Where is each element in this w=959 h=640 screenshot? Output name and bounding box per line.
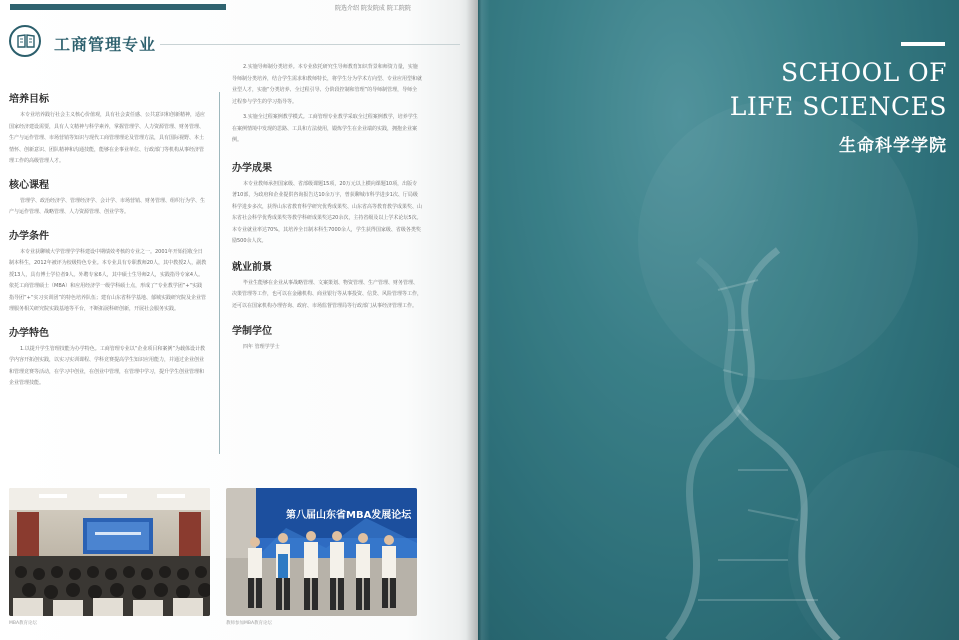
right-column bbox=[232, 62, 422, 354]
accent-line bbox=[901, 42, 945, 46]
section-text: 本专业培养践行社会主义核心价值观，具有社会责任感、公共意识和创新精神，适应国家经济建设需要，具有人文精神与科学素养，掌握管理学、人力资源管理、财务管理、生产与运作管理、市场营销等知识与现代工商管理理论及管理方法，具有国际视野、本土情怀、创新意识、团队精神和沟通技能，能够在企事业单位、行政部门等机构从事经济管理工作的高级管理人才。 bbox=[9, 112, 206, 164]
column-divider bbox=[219, 92, 220, 454]
banner-text: 第八届山东省MBA发展论坛 bbox=[286, 510, 412, 521]
section-text: 毕业生能够在企业从事战略管理、文案策划、物资管理、生产管理、财务管理、决策管理等工作，也可以在金融机构、商业银行等从事投资、信贷、风险管理等工作，还可以在国家机构办理咨询、政府、市场监督管理局等行政部门从事经济管理工作。 bbox=[232, 279, 423, 309]
section-achievements bbox=[232, 159, 422, 248]
section-text: 本专业教师承担国家级、省部级课题15项，20万元以上横向课题10项，出版专著10部，为政府和企业提供咨询报告达10余万字，曾获聊城市科学进步1次、厅局级科学进步多次，获得山东省教育科学研究优秀成果奖、山东省高等教育教学成果奖、山东省社会科学优秀成果奖等教学科研成果奖达20余次，主持省级及以上学术论坛5次。本专业就业率达70%，其培养全日制本科生7000余人，学生获得国家级、省级各类奖励500余人次。 bbox=[232, 180, 423, 244]
header-note: 院选介绍 院发院成 院工院院 bbox=[335, 5, 411, 12]
section-features bbox=[9, 324, 207, 390]
photo-group bbox=[226, 488, 417, 616]
photo-caption: 教师参加MBA教育论坛 bbox=[226, 621, 273, 626]
section-heading: 学制学位 bbox=[232, 326, 272, 337]
page-title: 工商管理专业 bbox=[54, 35, 157, 54]
section-heading: 办学成果 bbox=[232, 162, 272, 174]
section-career bbox=[232, 258, 422, 313]
photo-lecture-hall bbox=[9, 488, 210, 616]
school-name-line1: SCHOOL OF bbox=[781, 58, 947, 87]
section-heading: 核心课程 bbox=[9, 179, 49, 191]
book-gutter-shadow bbox=[466, 0, 490, 640]
section-heading: 就业前景 bbox=[232, 261, 272, 273]
section-heading: 办学特色 bbox=[9, 327, 49, 339]
left-column bbox=[9, 90, 207, 390]
right-page-cover bbox=[478, 0, 959, 640]
section-text: 本专业获聊城大学管理学学科建设中期绩效考核的专业之一。2001年开始招收全日制本科生，2012年被评为校级特色专业。本专业具有专职教师20人，其中教授2人，副教授13人，具有博士学位者9人。外聘专家6人，其中硕士生导师2人，实践指导专家4人。依托工商管理硕士（MBA）和应用经济学一级学科硕士点，形成了“专业教学团”+“实践指导团”+“实习实训团”的特色培养队伍；建有山东省科学基地、郁城实践研究院及企业管理服务相关研究院实践基地等平台，不断拓展科研创新，开展社会服务实践。 bbox=[9, 248, 207, 312]
section-core-courses bbox=[9, 176, 207, 219]
top-accent-bar bbox=[10, 4, 226, 10]
book-icon bbox=[9, 25, 41, 57]
section-text: 3.实施全过程案例教学模式。工商管理专业教学采取全过程案例教学，培养学生在案例情境中发现的思路、工具和方法使用，锻炼学生在企业端的实践，拥抱企业案例。 bbox=[232, 114, 418, 143]
section-text: 1.以提升学生管理技能为办学特色。工商管理专业以“企业项目和案例”为载体设计教学内容开拓创实践，以实习实训课程、学科竞赛提高学生知识应用能力，并通过企业创业和管理竞赛等活动，在学习中创业，在创业中管理，在管理中学习，提升学生创业管理和企业管理技能。 bbox=[9, 345, 205, 386]
left-page bbox=[0, 0, 478, 640]
section-heading: 培养目标 bbox=[9, 94, 49, 105]
photo-caption: MBA教育论坛 bbox=[9, 621, 38, 626]
section-conditions bbox=[9, 227, 207, 316]
school-name-english bbox=[730, 56, 947, 124]
section-degree bbox=[232, 322, 422, 354]
section-text: 管理学、政治经济学、管理经济学、会计学、市场营销、财务管理、组织行为学、生产与运作管理、战略管理、人力资源管理、创业学等。 bbox=[9, 197, 206, 215]
school-name-line2: LIFE SCIENCES bbox=[729, 92, 947, 121]
school-name-chinese: 生命科学学院 bbox=[839, 136, 947, 156]
section-text: 四年 管理学学士 bbox=[243, 344, 280, 350]
section-training-goal bbox=[9, 90, 207, 168]
title-divider bbox=[160, 44, 460, 45]
section-text: 2.实施导师制分类培养。本专业依托研究生导师教育知识背景和师资力量，实施导师制分类培养，结合学生需求和教师特长，将学生分为学术方向型、专业应用型和就业型人才，实施“分类培养、全过程引导、分阶段控制和管理”的导师制管理，导师全过程参与学生的学习指导等。 bbox=[232, 64, 423, 105]
section-heading: 办学条件 bbox=[9, 230, 49, 242]
